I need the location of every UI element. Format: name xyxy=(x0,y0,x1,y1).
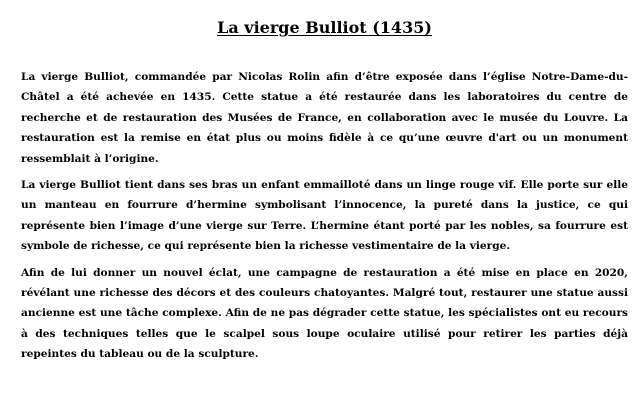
document-title: La vierge Bulliot (1435) xyxy=(217,18,432,37)
paragraph-statue-description: La vierge Bulliot tient dans ses bras un enfant emmailloté dans un linge rouge vif. Elle porte sur elle un manteau en fourrure d’hermine symbolisant l’innocence, la pureté dans la justice, ce qui représente bien l’image d’une vierge sur Terre. L’hermine étant porté par les nobles, sa fourrure est symbole de richesse, ce qui représente bien la richesse vestimentaire de la vierge. xyxy=(21,179,628,253)
paragraph-restoration-campaign: Afin de lui donner un nouvel éclat, une campagne de restauration a été mise en place en 2020, révélant une richesse des décors et des couleurs chatoyantes. Malgré tout, restaurer une statue aussi ancienne est une tâche complexe. Afin de ne pas dégrader cette statue, les spécialistes ont eu recours à des techniques telles que le scalpel sous loupe oculaire utilisé pour retirer les parties déjà repeintes du tableau ou de la sculpture. xyxy=(21,266,628,361)
paragraph-restoration-history: La vierge Bulliot, commandée par Nicolas Rolin afin d’être exposée dans l’église Notre-Dame-du-Châtel a été achevée en 1435. Cette statue a été restaurée dans les laboratoires du centre de recherche et de restauration des Musées de France, en collaboration avec le musée du Louvre. La restauration est la remise en état plus ou moins fidèle à ce qu’une œuvre d'art ou un monument ressemblait à l’origine. xyxy=(21,71,628,165)
